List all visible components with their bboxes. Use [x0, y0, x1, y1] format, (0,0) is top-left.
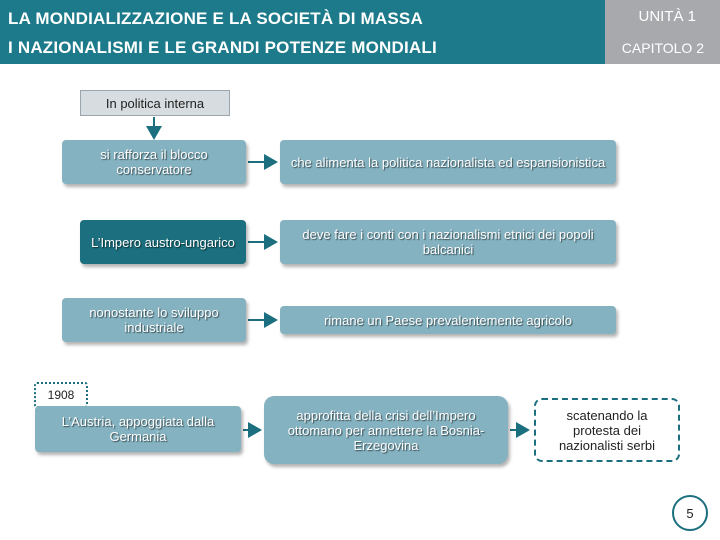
row3-left-text: nonostante lo sviluppo industriale: [89, 305, 219, 335]
row4-middle-text: approfitta della crisi dell’Impero ottomano per annettere la Bosnia-Erzegovina: [287, 407, 485, 453]
row1-right-box: [280, 140, 616, 184]
row1-left-text: si rafforza il blocco conservatore: [100, 147, 208, 177]
row3-right-box: [280, 306, 616, 334]
page-number: 5: [686, 505, 694, 521]
chapter-title: I NAZIONALISMI E LE GRANDI POTENZE MONDIALI: [8, 38, 437, 57]
page-number-badge: [672, 495, 708, 531]
root-label: [80, 90, 230, 116]
chapter-label: CAPITOLO 2: [621, 40, 704, 56]
unit-label: UNITÀ 1: [638, 8, 696, 25]
header-unit-panel: [605, 0, 720, 64]
row2-left-text: L’Impero austro-ungarico: [91, 234, 235, 250]
year-label: [34, 382, 88, 408]
row4-right-box: [534, 398, 680, 462]
root-label-text: In politica interna: [105, 95, 205, 111]
row4-left-text: L’Austria, appoggiata dalla Germania: [61, 414, 215, 444]
row3-right-text: rimane un Paese prevalentemente agricolo: [324, 312, 572, 328]
row2-left-box: [80, 220, 246, 264]
section-title: LA MONDIALIZZAZIONE E LA SOCIETÀ DI MASSA: [8, 9, 423, 28]
row4-middle-box: [264, 396, 508, 464]
year-label-text: 1908: [47, 387, 75, 402]
row1-left-box: [62, 140, 246, 184]
row4-left-box: [35, 406, 241, 452]
row1-right-text: che alimenta la politica nazionalista ed espansionistica: [290, 154, 606, 170]
row2-right-text: deve fare i conti con i nazionalismi etnici dei popoli balcanici: [302, 227, 594, 257]
row3-left-box: [62, 298, 246, 342]
row2-right-box: [280, 220, 616, 264]
row4-right-text: scatenando la protesta dei nazionalisti serbi: [558, 407, 656, 453]
header-bar: [0, 0, 605, 64]
